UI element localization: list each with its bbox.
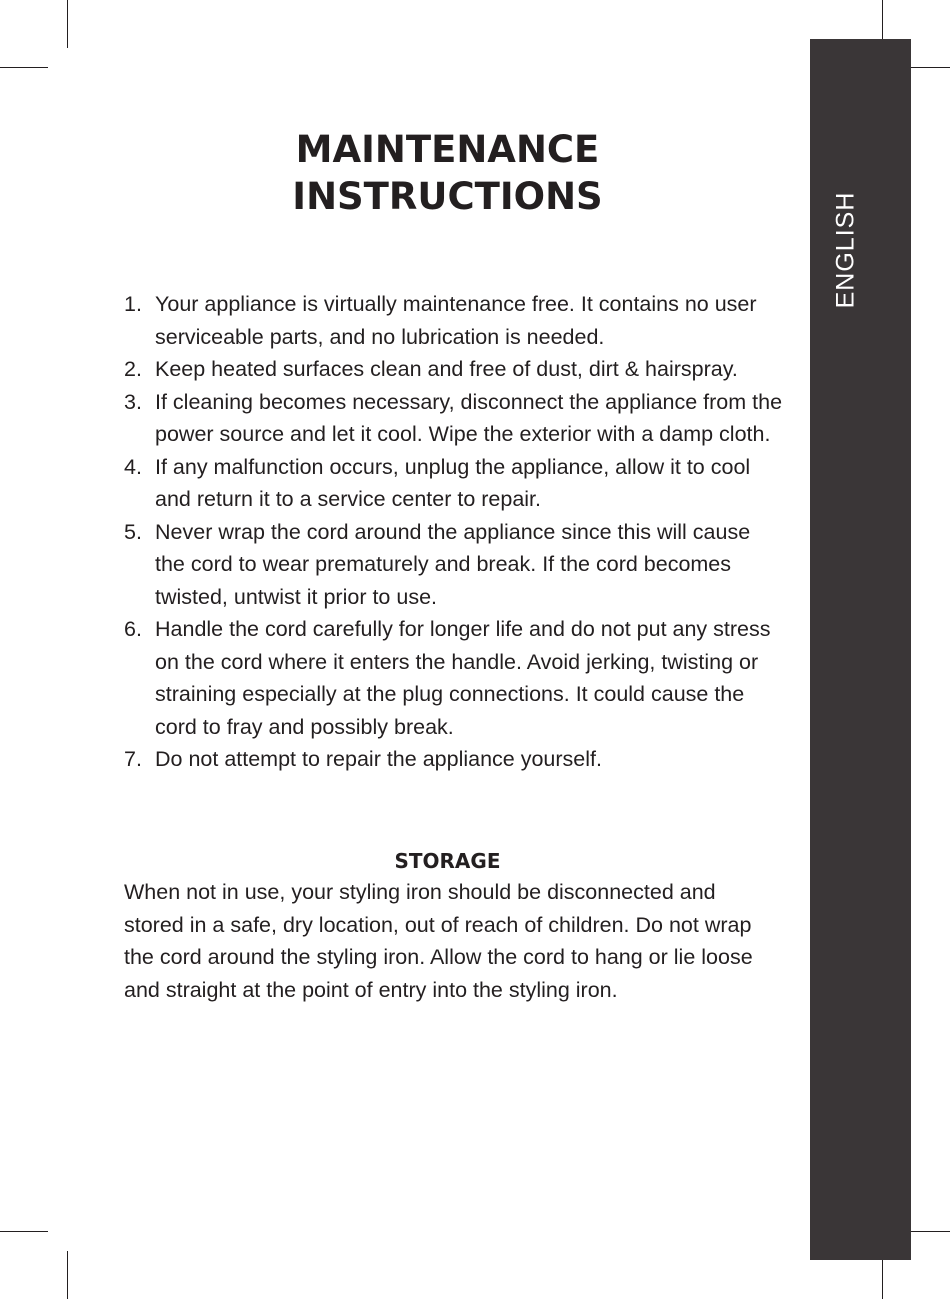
list-item-number: 3.	[124, 389, 142, 414]
list-item	[124, 386, 784, 451]
page-title	[0, 126, 895, 220]
list-item-number: 5.	[124, 519, 142, 544]
page-title-line-1: MAINTENANCE	[295, 128, 600, 171]
list-item-text: Never wrap the cord around the appliance since this will cause the cord to wear prematurely and break. If the cord becomes twisted, untwist it prior to use.	[155, 519, 751, 609]
list-item-text: Handle the cord carefully for longer life and do not put any stress on the cord where it enters the handle. Avoid jerking, twisting or straining especially at the plug connections. It could cause the cord to fray and possibly break.	[155, 617, 771, 739]
list-item-text: Keep heated surfaces clean and free of dust, dirt & hairspray.	[155, 357, 738, 381]
list-item	[124, 353, 784, 386]
list-item	[124, 516, 784, 614]
storage-heading: STORAGE	[394, 849, 501, 873]
list-item-number: 4.	[124, 454, 142, 479]
language-label: ENGLISH	[831, 191, 860, 309]
list-item-text: Do not attempt to repair the appliance yourself.	[155, 747, 602, 771]
crop-mark-top-left-vertical	[67, 0, 68, 48]
list-item	[124, 451, 784, 516]
list-item	[124, 743, 784, 776]
list-item-text: Your appliance is virtually maintenance free. It contains no user serviceable parts, and no lubrication is needed.	[155, 292, 757, 349]
crop-mark-bottom-left-vertical	[67, 1251, 68, 1299]
list-item-number: 7.	[124, 747, 142, 771]
list-item-number: 1.	[124, 292, 142, 316]
page-title-line-2: INSTRUCTIONS	[292, 175, 603, 218]
list-item	[124, 288, 784, 353]
list-item-number: 2.	[124, 357, 142, 381]
storage-paragraph: When not in use, your styling iron should be disconnected and stored in a safe, dry location, out of reach of children. Do not wrap the cord around the styling iron. Allow the cord to hang or lie loose and straight at the point of entry into the styling iron.	[124, 880, 753, 1002]
list-item-text: If any malfunction occurs, unplug the appliance, allow it to cool and return it to a service center to repair.	[155, 454, 751, 511]
language-side-tab	[810, 39, 911, 1260]
maintenance-steps-list	[124, 288, 784, 776]
list-item-text: If cleaning becomes necessary, disconnect the appliance from the power source and let it cool. Wipe the exterior with a damp cloth.	[155, 389, 783, 446]
crop-mark-top-left-horizontal	[0, 67, 48, 68]
crop-mark-bottom-left-horizontal	[0, 1231, 48, 1232]
list-item	[124, 613, 784, 743]
list-item-number: 6.	[124, 617, 142, 641]
